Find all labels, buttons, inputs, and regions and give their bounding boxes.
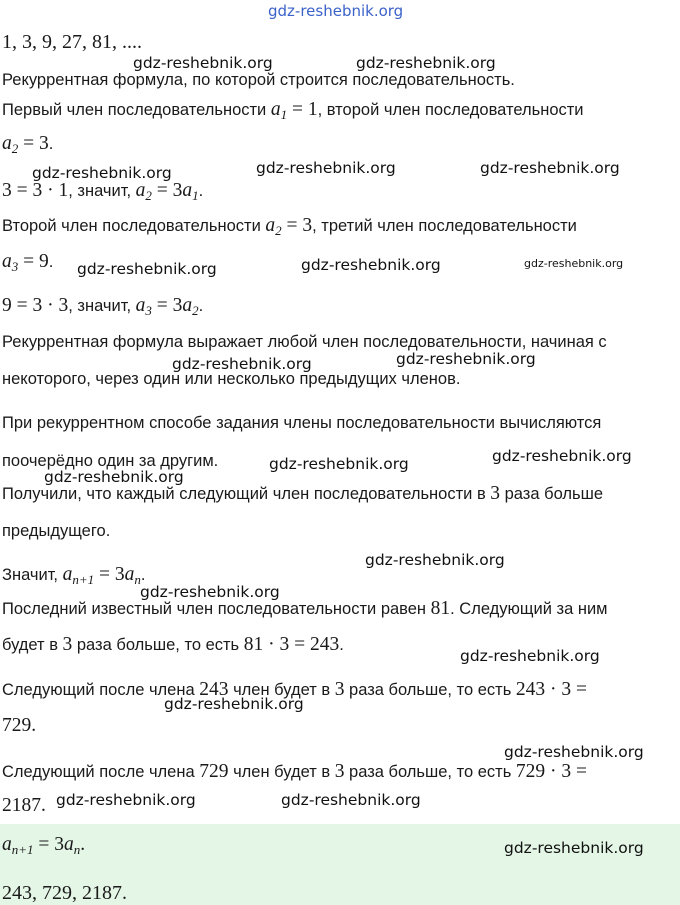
text: Следующий после члена — [2, 681, 200, 699]
watermark: gdz-reshebnik.org — [44, 468, 184, 486]
watermark: gdz-reshebnik.org — [133, 54, 273, 72]
math: = 1 — [287, 99, 318, 120]
text: раза больше, то есть — [344, 763, 516, 781]
math: 3 — [62, 634, 73, 655]
paragraph-next-2187 — [2, 761, 587, 783]
watermark: gdz-reshebnik.org — [365, 551, 505, 569]
math: 81 · 3 = 243 — [243, 634, 340, 655]
math: 243 — [199, 679, 229, 700]
text: , значит, — [68, 297, 136, 315]
text: член будет в — [228, 681, 335, 699]
watermark: gdz-reshebnik.org — [480, 159, 620, 177]
text: , второй член последовательности — [317, 101, 584, 119]
text: Последний известный член последовательности равен — [2, 600, 431, 618]
answer-values: 243, 729, 2187. — [2, 882, 127, 904]
watermark: gdz-reshebnik.org — [492, 447, 632, 465]
math: 3 = 3 · 1 — [2, 180, 69, 201]
text: . — [198, 182, 204, 200]
paragraph-method-2: поочерёдно один за другим. — [2, 452, 219, 470]
paragraph-definition-1: Рекуррентная формула выражает любой член последовательности, начиная с — [2, 333, 607, 351]
answer-formula: $a_{n+1} = 3a_n$. — [2, 834, 86, 857]
text: . — [80, 834, 86, 855]
math: 81 — [430, 598, 451, 619]
watermark: gdz-reshebnik.org — [268, 2, 404, 20]
watermark: gdz-reshebnik.org — [524, 257, 624, 270]
paragraph-first-term — [2, 99, 584, 126]
watermark: gdz-reshebnik.org — [356, 54, 496, 72]
paragraph-conclusion: Значит, $a_{n+1} = 3a_n$. — [2, 564, 146, 587]
text: будет в — [2, 636, 63, 654]
watermark: gdz-reshebnik.org — [140, 583, 280, 601]
math: 243 · 3 = — [515, 679, 588, 700]
paragraph-step1: 3 = 3 · 1, значит, $a_2 = 3a_1$. — [2, 180, 204, 203]
watermark: gdz-reshebnik.org — [164, 695, 304, 713]
text: Первый член последовательности — [2, 101, 271, 119]
text: Следующий после члена — [2, 763, 200, 781]
math-729: 729. — [2, 715, 37, 736]
watermark: gdz-reshebnik.org — [77, 260, 217, 278]
text: Получили, что каждый следующий член последовательности в — [2, 485, 491, 503]
paragraph-method-1: При рекуррентном способе задания члены последовательности вычисляются — [2, 414, 602, 432]
paragraph-rec-formula: Рекуррентная формула, по которой строится последовательность. — [2, 71, 515, 89]
text: , третий член последовательности — [312, 217, 577, 235]
math: 729 · 3 = — [515, 761, 588, 782]
paragraph-next-243 — [2, 634, 344, 656]
watermark: gdz-reshebnik.org — [504, 839, 644, 857]
text: . — [48, 253, 54, 271]
watermark: gdz-reshebnik.org — [460, 647, 600, 665]
math-2187: 2187. — [2, 795, 46, 816]
math-a1: $a_1$ — [270, 99, 288, 122]
text: раза больше, то есть — [72, 636, 244, 654]
paragraph-ratio — [2, 483, 603, 505]
math: 3 — [334, 679, 345, 700]
watermark: gdz-reshebnik.org — [172, 355, 312, 373]
watermark: gdz-reshebnik.org — [396, 350, 536, 368]
sequence: 1, 3, 9, 27, 81, .... — [2, 31, 142, 53]
math-a2: $a_2$ — [265, 215, 282, 238]
math: 3 — [334, 761, 345, 782]
text: Второй член последовательности — [2, 217, 266, 235]
text: член будет в — [228, 763, 335, 781]
watermark: gdz-reshebnik.org — [32, 164, 172, 182]
paragraph-definition-2: некоторого, через один или несколько предыдущих членов. — [2, 370, 461, 388]
text: . — [48, 135, 54, 153]
watermark: gdz-reshebnik.org — [269, 455, 409, 473]
math: = 3 — [281, 215, 313, 236]
math: 9 = 3 · 3 — [2, 295, 69, 316]
paragraph-second-term — [2, 215, 577, 242]
watermark: gdz-reshebnik.org — [504, 743, 644, 761]
watermark: gdz-reshebnik.org — [56, 791, 196, 809]
watermark: gdz-reshebnik.org — [281, 791, 421, 809]
paragraph-step2: 9 = 3 · 3, значит, $a_3 = 3a_2$. — [2, 295, 204, 318]
text: . — [198, 297, 204, 315]
math: 729 — [199, 761, 229, 782]
watermark: gdz-reshebnik.org — [256, 159, 396, 177]
watermark: gdz-reshebnik.org — [301, 256, 441, 274]
text: . Следующий за ним — [450, 600, 608, 618]
paragraph-last-known — [2, 598, 608, 620]
text: . — [339, 636, 344, 654]
text: , значит, — [68, 182, 136, 200]
math-a2: $a_2 = 3$. — [2, 133, 54, 156]
text: раза больше, то есть — [344, 681, 516, 699]
math: 3 — [490, 483, 501, 504]
math-a2-eq: $a_2$ — [135, 180, 152, 203]
text: раза больше — [500, 485, 604, 503]
paragraph-ratio-2: предыдущего. — [2, 522, 111, 540]
math-a3: $a_3 = 9$. — [2, 251, 54, 274]
text: Значит, — [2, 566, 63, 584]
text: . — [140, 566, 146, 584]
